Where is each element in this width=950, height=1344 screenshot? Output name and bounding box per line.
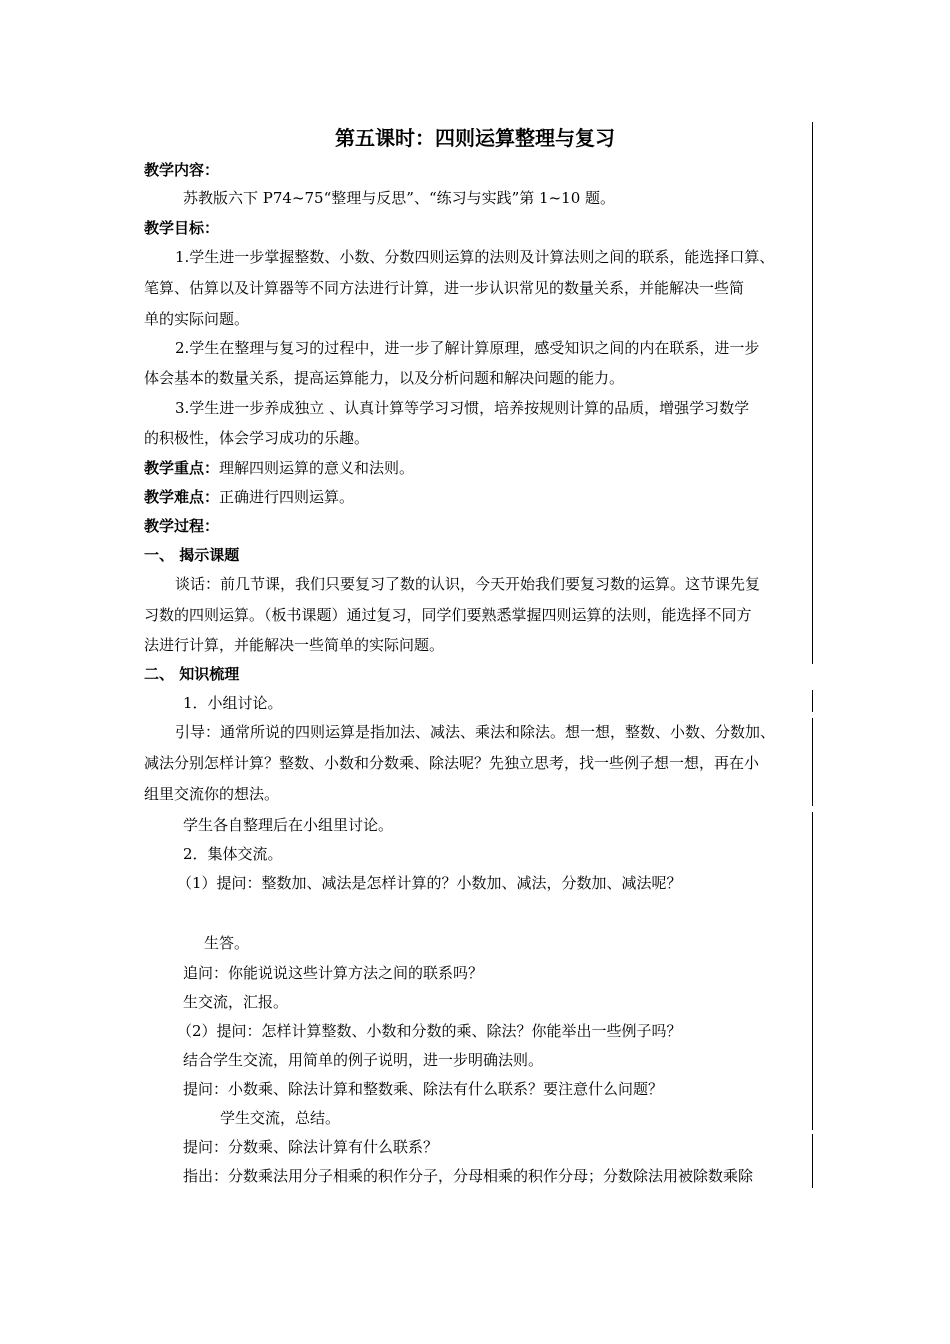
section-2-line-7: 生交流，汇报。 xyxy=(183,993,289,1011)
key-point-label: 教学重点： xyxy=(144,459,220,477)
margin-rule-5 xyxy=(812,1134,813,1188)
section-1-talk-line-1: 谈话：前几节课，我们只要复习了数的认识，今天开始我们要复习数的运算。这节课先复 xyxy=(175,575,761,593)
key-point-text: 理解四则运算的意义和法则。 xyxy=(219,459,415,477)
key-point xyxy=(144,458,414,478)
section-2-line-3: 2．集体交流。 xyxy=(183,845,283,863)
section-2-line-1: 1．小组讨论。 xyxy=(183,694,283,712)
section-2-line-4: （1）提问：整数加、减法是怎样计算的？小数加、减法，分数加、减法呢？ xyxy=(177,874,682,892)
section-2-guide-line-2: 减法分别怎样计算？整数、小数和分数乘、除法呢？先独立思考，找一些例子想一想，再在小 xyxy=(144,754,760,772)
section-2-line-10: 提问：小数乘、除法计算和整数乘、除法有什么联系？要注意什么问题？ xyxy=(183,1080,664,1098)
section-2-line-5: 生答。 xyxy=(204,934,250,952)
goal-3-line-1: 3.学生进一步养成独立 、认真计算等学习习惯，培养按规则计算的品质，增强学习数学 xyxy=(175,399,750,417)
section-2-guide-line-1: 引导：通常所说的四则运算是指加法、减法、乘法和除法。想一想，整数、小数、分数加、 xyxy=(175,723,776,741)
section-2-line-8: （2）提问：怎样计算整数、小数和分数的乘、除法？你能举出一些例子吗？ xyxy=(177,1022,682,1040)
goal-1-line-1: 1.学生进一步掌握整数、小数、分数四则运算的法则及计算法则之间的联系，能选择口算、 xyxy=(175,248,775,266)
goal-2-line-1: 2.学生在整理与复习的过程中，进一步了解计算原理，感受知识之间的内在联系，进一步 xyxy=(175,339,760,357)
section-1-talk-line-2: 习数的四则运算。（板书课题）通过复习，同学们要熟悉掌握四则运算的法则，能选择不同方 xyxy=(144,606,752,624)
difficulty-point xyxy=(144,487,354,507)
section-1-talk-line-3: 法进行计算，并能解决一些简单的实际问题。 xyxy=(144,636,445,654)
section-2-line-2: 学生各自整理后在小组里讨论。 xyxy=(183,816,394,834)
section-1-heading: 一、 揭示课题 xyxy=(144,546,240,564)
section-2-line-9: 结合学生交流，用简单的例子说明，进一步明确法则。 xyxy=(183,1051,544,1069)
goal-1-line-2: 笔算、估算以及计算器等不同方法进行计算，进一步认识常见的数量关系，并能解决一些简 xyxy=(144,279,745,297)
page-title: 第五课时：四则运算整理与复习 xyxy=(335,126,615,150)
goal-3-line-2: 的积极性，体会学习成功的乐趣。 xyxy=(144,429,370,447)
goal-2-line-2: 体会基本的数量关系，提高运算能力，以及分析问题和解决问题的能力。 xyxy=(144,369,625,387)
section-2-guide-line-3: 组里交流你的想法。 xyxy=(144,785,280,803)
difficulty-label: 教学难点： xyxy=(144,488,220,506)
section-2-line-13: 指出：分数乘法用分子相乘的积作分子，分母相乘的积作分母；分数除法用被除数乘除 xyxy=(183,1167,754,1185)
margin-rule-3 xyxy=(812,718,813,806)
content-label: 教学内容： xyxy=(144,161,220,179)
section-2-heading: 二、 知识梳理 xyxy=(144,665,240,683)
process-label: 教学过程： xyxy=(144,517,220,535)
section-2-line-6: 追问：你能说说这些计算方法之间的联系吗？ xyxy=(183,964,484,982)
content-text: 苏教版六下 P74~75“整理与反思”、“练习与实践”第 1~10 题。 xyxy=(183,189,616,207)
margin-rule-2 xyxy=(812,690,813,712)
margin-rule-4 xyxy=(812,812,813,1130)
goals-label: 教学目标： xyxy=(144,219,220,237)
goal-1-line-3: 单的实际问题。 xyxy=(144,310,250,328)
section-2-line-12: 提问：分数乘、除法计算有什么联系？ xyxy=(183,1138,439,1156)
difficulty-text: 正确进行四则运算。 xyxy=(219,488,355,506)
section-2-line-11: 学生交流，总结。 xyxy=(220,1109,341,1127)
margin-rule-1 xyxy=(812,122,813,664)
